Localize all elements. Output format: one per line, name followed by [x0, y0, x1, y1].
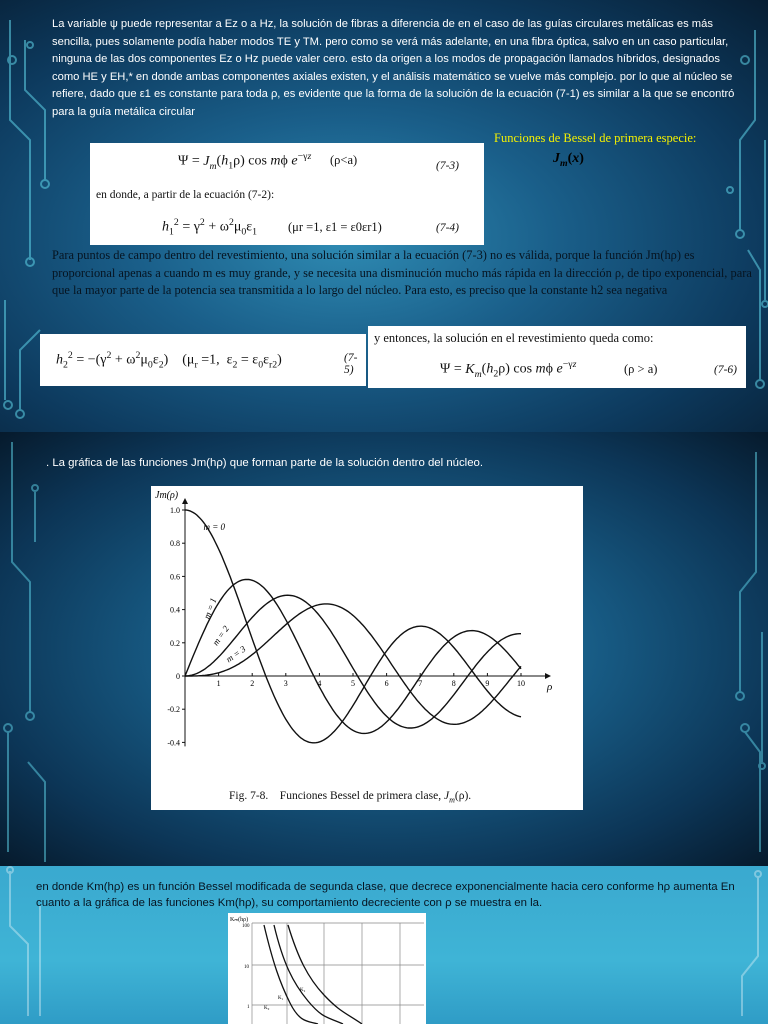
jmx-label: $J_m(x)$ — [553, 151, 584, 169]
km-label-k1: K₁ — [278, 996, 284, 1001]
bessel-caption: Funciones de Bessel de primera especie: — [494, 131, 697, 145]
y-tick-label: 0.2 — [170, 638, 180, 648]
x-tick-label: 4 — [317, 679, 322, 688]
x-tick-label: 5 — [351, 679, 355, 688]
eq76-condition: (ρ > a) — [624, 362, 658, 376]
y-tick-label: 0.4 — [170, 605, 180, 615]
x-tick-label: 9 — [485, 679, 490, 688]
x-tick-label: 7 — [418, 679, 423, 688]
series-label-m0: m = 0 — [203, 521, 226, 532]
equation-7-6: $\Psi = K_m(h_2\rho)$ cos mϕ $e^{-\gamma z}$ — [440, 359, 577, 380]
equation-box-7-5 — [40, 334, 366, 386]
bessel-chart — [151, 486, 583, 810]
y-tick-label: 0 — [176, 672, 180, 681]
km-curve-k2 — [288, 925, 362, 1024]
slide-2 — [0, 432, 768, 866]
eq73-number: (7-3) — [436, 160, 459, 172]
x-axis-label: ρ — [547, 681, 553, 693]
km-label-k0: K₀ — [264, 1006, 270, 1011]
equation-7-4: $h_1^2 = \gamma^2 + \omega^2\mu_0\varepsilon_1$ — [162, 217, 258, 238]
y-entonces-text: y entonces, la solución en el revestimiento queda como: — [374, 331, 654, 345]
series-line-m0 — [185, 510, 521, 743]
x-tick-label: 6 — [384, 679, 389, 688]
km-ytick-10: 10 — [244, 965, 249, 970]
y-tick-label: -0.2 — [167, 705, 180, 715]
eq74-condition: (μr =1, ε1 = ε0εr1) — [288, 220, 382, 234]
series-label-m3: m = 3 — [224, 643, 248, 665]
x-tick-label: 2 — [250, 679, 255, 688]
x-tick-label: 8 — [451, 679, 456, 688]
km-ytick-100: 100 — [242, 924, 250, 929]
x-tick-label: 1 — [216, 679, 221, 688]
equation-box-7-6 — [368, 326, 746, 388]
km-ylabel: Kₘ(hρ) — [230, 917, 249, 923]
x-tick-label: 10 — [517, 679, 525, 688]
eq73-condition: (ρ<a) — [330, 153, 358, 167]
y-axis-label: Jm(ρ) — [155, 490, 179, 501]
x-axis-arrow — [545, 673, 551, 679]
y-tick-label: 0.8 — [170, 539, 180, 549]
km-ytick-1: 1 — [247, 1005, 250, 1010]
y-tick-label: -0.4 — [167, 738, 180, 748]
eq75-number: (7-5) — [344, 352, 358, 376]
equation-7-3: $\Psi = J_m(h_1\rho)$ cos mϕ $e^{-\gamma z}$ — [178, 151, 312, 172]
km-figure — [228, 913, 426, 1024]
series-label-m2: m = 2 — [210, 623, 231, 648]
x-tick-label: 3 — [283, 679, 288, 688]
km-text: en donde Km(hρ) es un función Bessel modificada de segunda clase, que decrece exponencialmente hacia cero conforme hρ aumenta En cuanto a la gráfica de las funciones Km(hρ), su comportamiento decreciente con ρ se muestra en la. — [36, 881, 735, 909]
slide-3 — [0, 866, 768, 1024]
en-donde-text: en donde, a partir de la ecuación (7-2): — [96, 189, 275, 201]
eq76-number: (7-6) — [714, 364, 737, 376]
y-tick-label: 0.6 — [170, 572, 180, 582]
km-chart — [228, 913, 426, 1024]
grafica-text: . La gráfica de las funciones Jm(hρ) que forman parte de la solución dentro del núcleo. — [46, 457, 484, 469]
equation-box-7-3-7-4 — [90, 143, 484, 245]
equation-7-5: $h_2^2 = -(\gamma^2 + \omega^2\mu_0\varepsilon_2)$ ($\mu_r =1$, $\varepsilon_2 = \varepsilon_0\varepsilon_{r2}$) — [56, 350, 282, 371]
intro-paragraph: La variable ψ puede representar a Ez o a Hz, la solución de fibras a diferencia de en el caso de las guías circulares metálicas es más sencilla, pues solamente podía haber modos TE y TM. pero como se verá más adelante, en una fibra óptica, salvo en un caso particular, ninguna de las dos componentes Ez o Hz puede valer cero. esto da origen a los modos de propagación llamados híbridos, designados como HE y EH,* en donde ambas componentes axiales existen, y el análisis matemático se vuelve más complejo. por lo que al núcleo se refiere, dado que ε1 es constante para toda ρ, es evidente que la forma de la solución de la ecuación (7-1) es similar a la que se encontró para la guía metálica circular — [52, 18, 735, 118]
bessel-figure — [151, 486, 583, 810]
y-tick-label: 1.0 — [170, 506, 180, 515]
revestimiento-paragraph: Para puntos de campo dentro del revestimiento, una solución similar a la ecuación (7-3) no es válida, porque la función Jm(hρ) es proporcional apenas a cuando m es muy grande, y se necesita una disminución mucho más rápida en la dirección ρ, de tipo exponencial, para que la mayor parte de la potencia sea transmitida a lo largo del núcleo. Para esto, es preciso que la constante h2 sea negativa — [52, 248, 752, 297]
series-label-m1: m = 1 — [201, 596, 219, 621]
y-axis-arrow — [182, 498, 188, 504]
slide-1 — [0, 0, 768, 432]
eq74-number: (7-4) — [436, 222, 459, 234]
figure-caption: Fig. 7-8. Funciones Bessel de primera clase, $J_m(\rho)$. — [229, 790, 472, 805]
km-label-k2: K₂ — [300, 988, 306, 993]
